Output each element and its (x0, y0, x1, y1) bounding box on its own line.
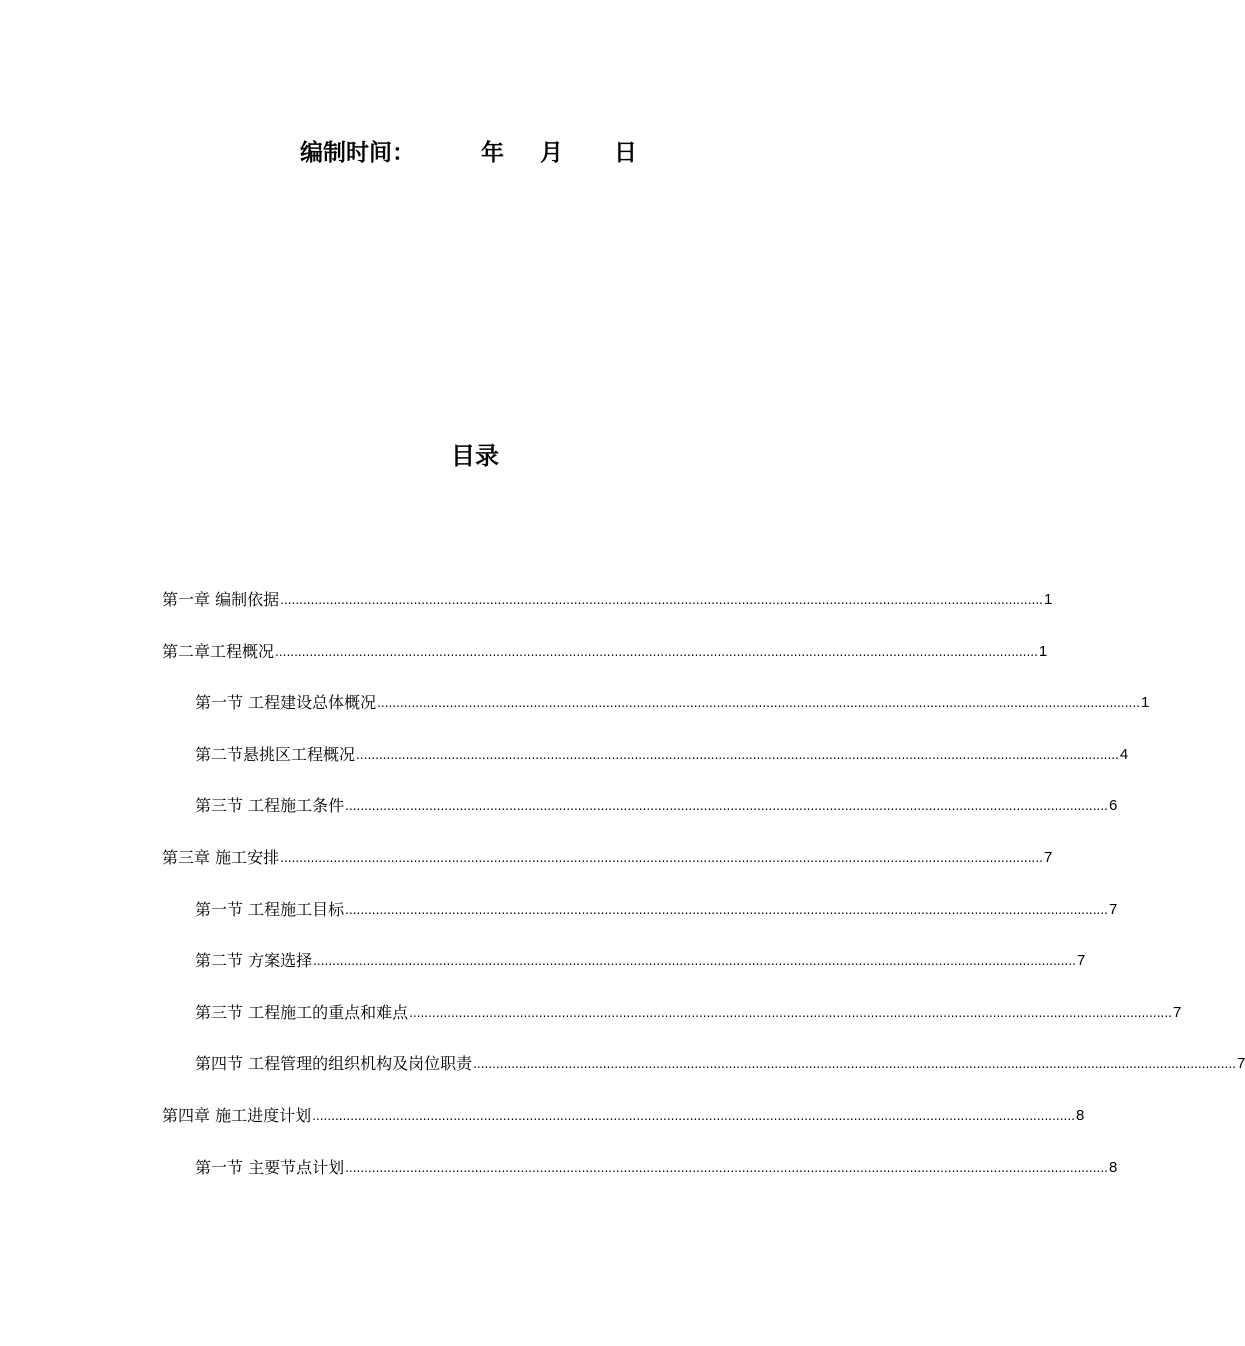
toc-page-number: 1 (1038, 642, 1048, 660)
toc-entry[interactable] (162, 790, 1118, 842)
toc-leader-dots: ........................................................................................................................................................................................................ (345, 902, 1108, 917)
toc-leader-dots: ........................................................................................................................................................................................................ (280, 850, 1043, 865)
toc-entry[interactable] (162, 945, 1086, 997)
toc-leader-dots: ........................................................................................................................................................................................................ (377, 696, 1140, 711)
toc-page-number: 7 (1076, 952, 1086, 970)
toc-leader-dots: ........................................................................................................................................................................................................ (473, 1057, 1236, 1072)
table-of-contents (162, 584, 1245, 1203)
month-label: 月 (540, 140, 563, 166)
year-label: 年 (481, 140, 504, 166)
toc-leader-dots: ........................................................................................................................................................................................................ (275, 644, 1038, 659)
toc-page-number: 1 (1140, 694, 1150, 712)
toc-entry[interactable] (162, 1152, 1118, 1204)
toc-entry[interactable] (162, 687, 1150, 739)
toc-entry-text: 第一节 工程施工目标 (195, 899, 345, 919)
toc-page-number: 7 (1043, 848, 1053, 866)
toc-entry-text: 第一章 编制依据 (162, 590, 280, 609)
toc-leader-dots: ........................................................................................................................................................................................................ (280, 593, 1043, 607)
toc-page-number: 8 (1108, 1158, 1118, 1176)
toc-entry-text: 第三节 工程施工条件 (195, 796, 345, 816)
toc-entry[interactable] (162, 739, 1129, 791)
toc-entry[interactable] (162, 1048, 1245, 1100)
toc-page-number: 8 (1075, 1106, 1085, 1124)
toc-page-number: 6 (1108, 797, 1118, 815)
toc-entry-text: 第二章工程概况 (162, 641, 275, 661)
toc-page-number: 4 (1119, 745, 1129, 763)
toc-entry-text: 第三章 施工安排 (162, 847, 280, 867)
toc-leader-dots: ........................................................................................................................................................................................................ (345, 799, 1108, 814)
toc-entry[interactable] (162, 894, 1118, 946)
compile-time-label: 编制时间： (300, 140, 415, 166)
toc-leader-dots: ........................................................................................................................................................................................................ (313, 954, 1076, 969)
toc-entry-text: 第四节 工程管理的组织机构及岗位职责 (195, 1054, 473, 1074)
toc-entry-text: 第一节 工程建设总体概况 (195, 693, 377, 713)
toc-entry[interactable] (162, 1100, 1085, 1152)
toc-leader-dots: ........................................................................................................................................................................................................ (345, 1160, 1108, 1175)
toc-page-number: 7 (1172, 1003, 1182, 1021)
toc-entry[interactable] (162, 997, 1182, 1049)
toc-page-number: 1 (1043, 591, 1053, 608)
toc-entry-text: 第二节悬挑区工程概况 (195, 744, 356, 764)
toc-entry-text: 第四章 施工进度计划 (162, 1105, 312, 1125)
toc-leader-dots: ........................................................................................................................................................................................................ (409, 1005, 1172, 1020)
toc-entry-text: 第一节 主要节点计划 (195, 1157, 345, 1177)
toc-entry[interactable] (162, 636, 1048, 688)
toc-page-number: 7 (1108, 900, 1118, 918)
toc-entry-text: 第三节 工程施工的重点和难点 (195, 1002, 409, 1022)
toc-page-number: 7 (1236, 1055, 1245, 1073)
toc-title: 目录 (451, 442, 499, 470)
day-label: 日 (614, 140, 637, 166)
toc-entry-text: 第二节 方案选择 (195, 951, 313, 971)
toc-entry[interactable] (162, 842, 1053, 894)
toc-leader-dots: ........................................................................................................................................................................................................ (312, 1108, 1075, 1123)
toc-leader-dots: ........................................................................................................................................................................................................ (356, 747, 1119, 762)
toc-entry[interactable] (162, 584, 1053, 636)
